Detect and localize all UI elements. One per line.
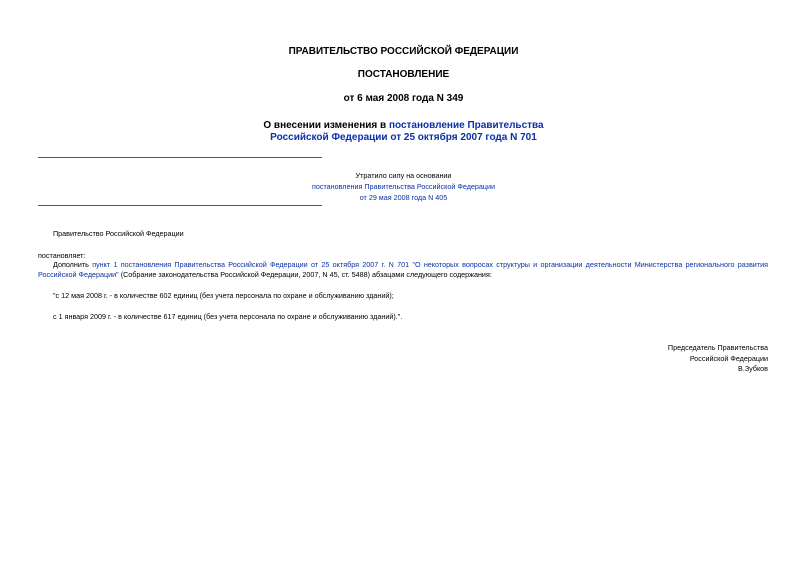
status-note-link[interactable]: постановления Правительства Российской Федерации (311, 182, 496, 191)
quoted-paragraph-1: "с 12 мая 2008 г. - в количестве 602 единиц (без учета персонала по охране и обслуживанию зданий); (53, 291, 394, 300)
signature-name: В.Зубков (738, 364, 768, 373)
signature-title: Председатель Правительства (667, 343, 768, 352)
document-date-number: от 6 мая 2008 года N 349 (343, 93, 464, 104)
signature-block (668, 343, 768, 375)
subject-link-amended-resolution-line2[interactable]: Российской Федерации от 25 октября 2007 года N 701 (270, 132, 537, 143)
subject-prefix: О внесении изменения в (263, 120, 389, 131)
paragraph-link-resolution-701[interactable]: пункт 1 постановления Правительства Российской Федерации от 25 октября 2007 г. N 701 "О некоторых вопросах структуры и организации деятельности Министерства регионального развития Российской Федерации" (38, 260, 768, 279)
government-title: ПРАВИТЕЛЬСТВО РОССИЙСКОЙ ФЕДЕРАЦИИ (288, 46, 519, 57)
quoted-paragraph-2: с 1 января 2009 г. - в количестве 617 единиц (без учета персонала по охране и обслуживанию зданий).". (53, 312, 403, 321)
document-type: ПОСТАНОВЛЕНИЕ (357, 69, 450, 80)
issuer-text: Правительство Российской Федерации (53, 229, 184, 238)
signature-organization: Российской Федерации (689, 353, 768, 363)
status-note-text: Утратило силу на основании (355, 171, 452, 180)
status-note-link-line2[interactable]: от 29 мая 2008 года N 405 (359, 193, 448, 202)
divider-bottom (38, 205, 322, 206)
status-note (0, 170, 807, 203)
main-paragraph (38, 260, 768, 279)
divider-top (38, 157, 322, 158)
document-subject (0, 120, 807, 144)
resolves-text: постановляет: (38, 251, 86, 260)
paragraph-rest: (Собрание законодательства Российской Федерации, 2007, N 45, ст. 5488) абзацами следующего содержания: (118, 269, 492, 279)
subject-link-amended-resolution[interactable]: постановление Правительства (388, 120, 544, 131)
paragraph-intro: Дополнить (53, 260, 93, 269)
